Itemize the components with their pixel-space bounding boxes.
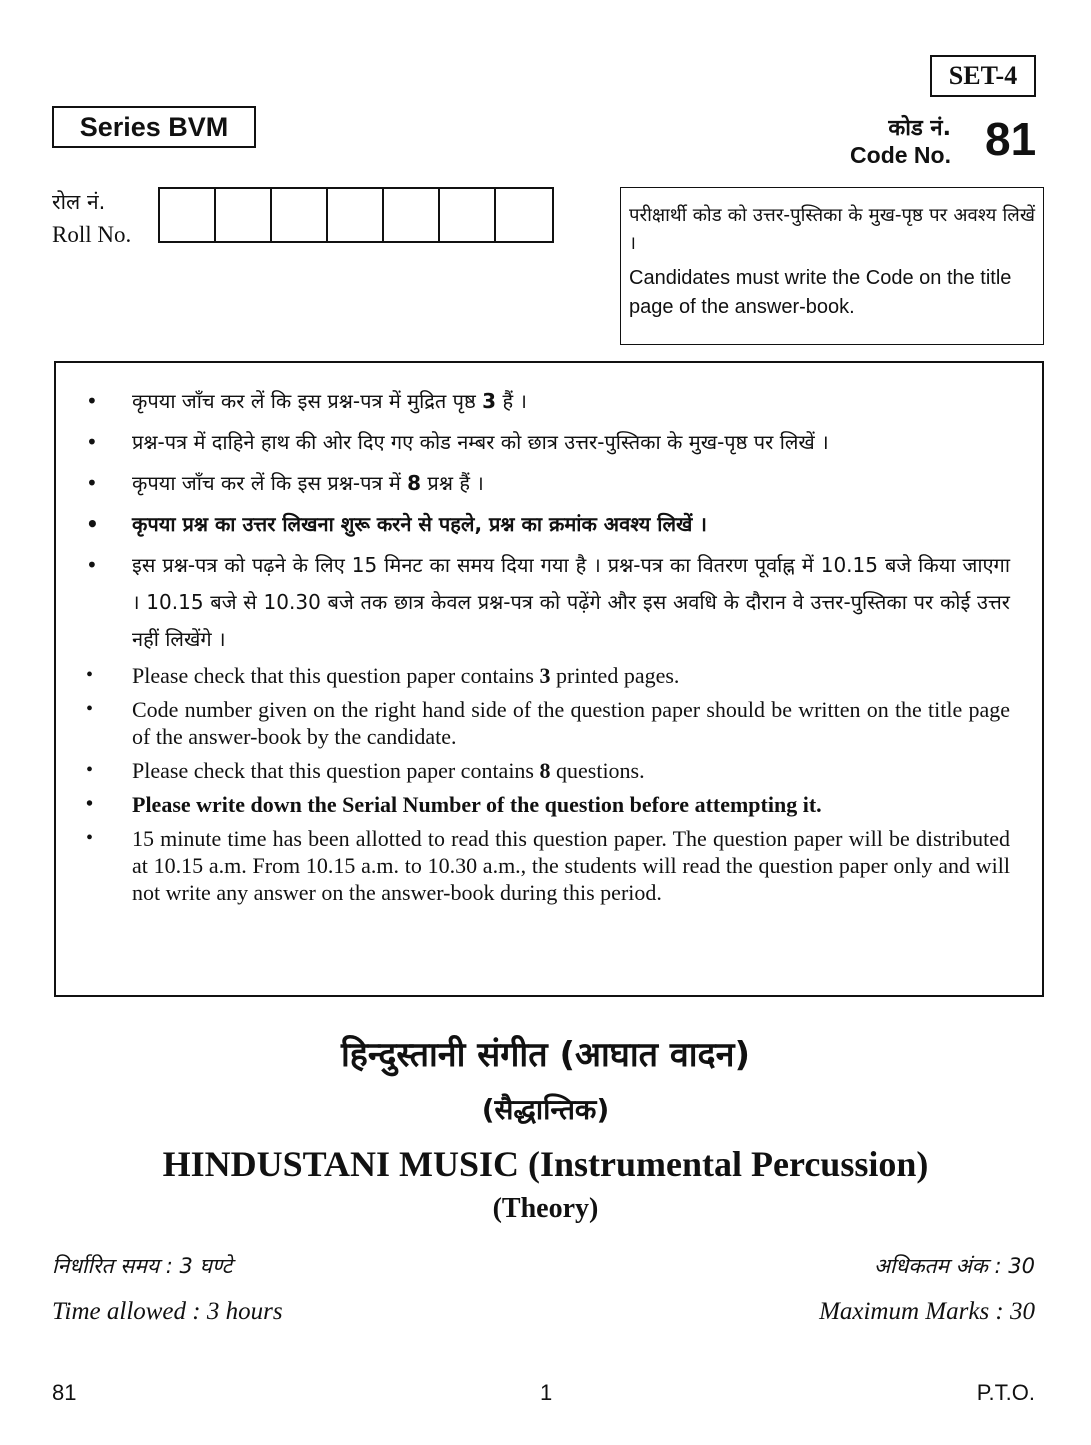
roll-cell[interactable] [328, 189, 384, 241]
instruction-item [86, 662, 1010, 689]
roll-number-boxes[interactable] [158, 187, 554, 243]
bullet-icon: • [86, 759, 94, 781]
instruction-text: Please write down the Serial Number of the question before attempting it. [132, 792, 822, 817]
footer-code: 81 [52, 1380, 77, 1405]
instruction-item [86, 424, 1010, 461]
max-marks-english: Maximum Marks : 30 [819, 1298, 1035, 1325]
code-notice-box [620, 187, 1044, 345]
instruction-text: कृपया जाँच कर लें कि इस प्रश्न-पत्र में [132, 471, 408, 495]
subtitle-english: (Theory) [492, 1193, 599, 1224]
bullet-icon: • [86, 827, 94, 849]
roll-cell[interactable] [216, 189, 272, 241]
roll-cell[interactable] [384, 189, 440, 241]
instruction-text: Please check that this question paper contains [132, 663, 540, 688]
max-marks-hindi: अधिकतम अंक : 30 [873, 1254, 1035, 1278]
roll-label-english: Roll No. [52, 222, 132, 247]
instructions-box [54, 361, 1044, 997]
roll-cell[interactable] [440, 189, 496, 241]
instruction-bold-value: 3 [539, 663, 551, 688]
code-label-english: Code No. [850, 142, 951, 168]
instruction-item [86, 465, 1010, 502]
bullet-icon: • [86, 793, 94, 815]
notice-hindi: परीक्षार्थी कोड को उत्तर-पुस्तिका के मुख-पृष्ठ पर अवश्य लिखें । [629, 205, 1035, 254]
series-label: Series BVM [52, 106, 256, 148]
bullet-icon: • [86, 512, 99, 536]
bullet-icon: • [86, 430, 98, 454]
roll-label-hindi: रोल नं. [52, 190, 106, 214]
instruction-text: इस प्रश्न-पत्र को पढ़ने के लिए 15 मिनट का समय दिया गया है । प्रश्न-पत्र का वितरण पूर्वाह्न में 10.15 बजे किया जाएगा । 10.15 बजे से 10.30 बजे तक छात्र केवल प्रश्न-पत्र को पढ़ेंगे और इस अवधि के दौरान वे उत्तर-पुस्तिका पर कोई उत्तर नहीं लिखेंगे । [132, 553, 1010, 651]
instruction-bold-value: 8 [539, 758, 551, 783]
instruction-item [86, 791, 1010, 818]
instruction-text: printed pages. [550, 663, 680, 688]
instruction-item [86, 757, 1010, 784]
instruction-bold-value: 8 [407, 471, 422, 495]
instruction-text: प्रश्न हैं । [421, 471, 484, 495]
roll-cell[interactable] [160, 189, 216, 241]
roll-cell[interactable] [272, 189, 328, 241]
instruction-text: Please check that this question paper contains [132, 758, 540, 783]
code-number: 81 [985, 113, 1037, 165]
instruction-text: कृपया प्रश्न का उत्तर लिखना शुरू करने से पहले, प्रश्न का क्रमांक अवश्य लिखें । [132, 512, 707, 536]
time-allowed-hindi: निर्धारित समय : 3 घण्टे [52, 1254, 233, 1278]
instruction-text: प्रश्न-पत्र में दाहिने हाथ की ओर दिए गए कोड नम्बर को छात्र उत्तर-पुस्तिका के मुख-पृष्ठ पर लिखें । [132, 430, 829, 454]
bullet-icon: • [86, 698, 94, 720]
set-label: SET-4 [930, 55, 1036, 97]
subtitle-hindi: (सैद्धान्तिक) [481, 1093, 610, 1126]
page-number: 1 [540, 1380, 553, 1405]
instruction-item [86, 383, 1010, 420]
instruction-item [86, 547, 1010, 658]
bullet-icon: • [86, 471, 98, 495]
instruction-text: हैं । [496, 389, 528, 413]
pto-label: P.T.O. [976, 1380, 1035, 1405]
instruction-text: Code number given on the right hand side of the question paper should be written on the title page of the answer-book by the candidate. [132, 697, 1010, 749]
bullet-icon: • [86, 553, 98, 577]
bullet-icon: • [86, 389, 98, 413]
notice-english: Candidates must write the Code on the title page of the answer-book. [629, 267, 1012, 318]
instruction-bold-value: 3 [482, 389, 497, 413]
roll-cell[interactable] [496, 189, 552, 241]
instruction-item [86, 825, 1010, 906]
instruction-item [86, 696, 1010, 750]
instruction-text: questions. [550, 758, 645, 783]
bullet-icon: • [86, 664, 94, 686]
instruction-text: कृपया जाँच कर लें कि इस प्रश्न-पत्र में मुद्रित पृष्ठ [132, 389, 483, 413]
instructions-list [86, 383, 1010, 906]
code-label-hindi: कोड नं. [888, 116, 951, 141]
time-allowed-english: Time allowed : 3 hours [52, 1298, 283, 1325]
title-hindi: हिन्दुस्तानी संगीत (आघात वादन) [340, 1035, 751, 1075]
title-english: HINDUSTANI MUSIC (Instrumental Percussion) [162, 1144, 929, 1184]
instruction-item [86, 506, 1010, 543]
instruction-text: 15 minute time has been allotted to read this question paper. The question paper will be distributed at 10.15 a.m. From 10.15 a.m. to 10.30 a.m., the students will read the question paper only and will not write any answer on the answer-book during this period. [132, 826, 1010, 905]
